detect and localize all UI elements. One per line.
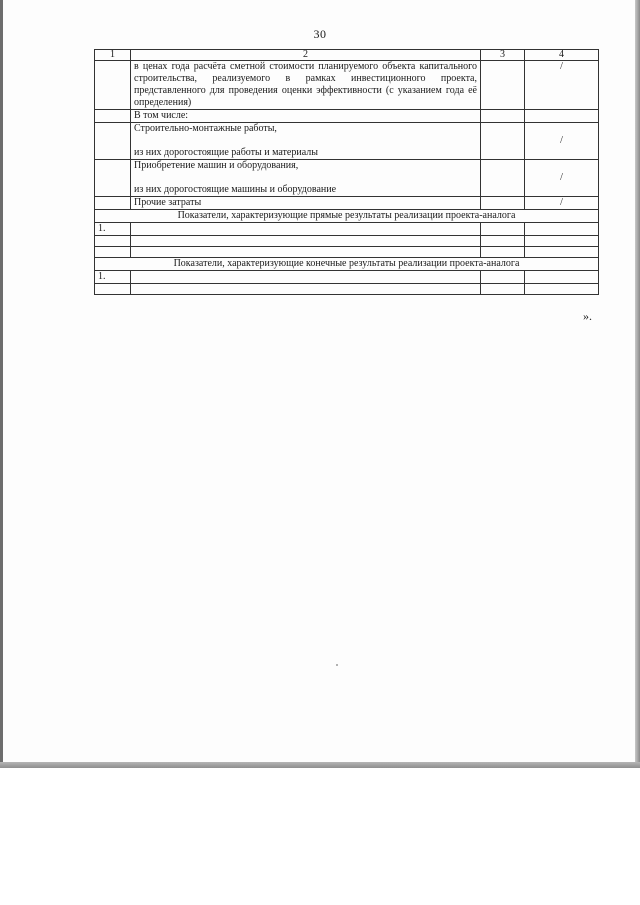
table-row — [95, 61, 599, 110]
table-row — [95, 223, 599, 236]
direct-results-heading: Показатели, характеризующие прямые результаты реализации проекта-аналога — [95, 210, 599, 223]
value-cell — [481, 110, 525, 123]
empty-cell — [525, 284, 599, 295]
empty-cell — [525, 223, 599, 236]
row-number-cell — [95, 123, 131, 160]
construction-works-cell — [131, 123, 481, 160]
empty-cell — [481, 271, 525, 284]
row-number-cell — [95, 110, 131, 123]
value-cell — [481, 61, 525, 110]
table-header-row — [95, 50, 599, 61]
slash-cell — [525, 123, 599, 160]
section-header-row — [95, 258, 599, 271]
table-row — [95, 284, 599, 295]
row-number-cell — [95, 61, 131, 110]
construction-works-label: Строительно-монтажные работы, — [134, 123, 277, 134]
section-header-row — [95, 210, 599, 223]
value-cell — [525, 110, 599, 123]
table-row — [95, 271, 599, 284]
empty-cell — [95, 247, 131, 258]
including-label: В том числе: — [131, 110, 481, 123]
header-col-3: 3 — [481, 50, 525, 61]
scan-speck — [336, 664, 338, 666]
empty-cell — [525, 247, 599, 258]
estimate-cost-description: в ценах года расчёта сметной стоимости планируемого объекта капитального строительства, реализуемого в рамках инвестиционного проекта, представленного для проведения оценки эффективности (с указанием года её определения) — [131, 61, 481, 110]
equipment-label: Приобретение машин и оборудования, — [134, 160, 299, 171]
empty-cell — [481, 223, 525, 236]
page-number: 30 — [313, 27, 327, 41]
costly-equipment-label: из них дорогостоящие машины и оборудование — [134, 184, 337, 195]
row-number-cell: 1. — [95, 223, 131, 236]
table-row — [95, 197, 599, 210]
row-number-cell — [95, 197, 131, 210]
page-bottom-edge — [0, 762, 640, 768]
table-row — [95, 247, 599, 258]
empty-cell — [481, 284, 525, 295]
row-number-cell — [95, 160, 131, 197]
empty-cell — [131, 271, 481, 284]
empty-cell — [525, 236, 599, 247]
final-results-heading: Показатели, характеризующие конечные результаты реализации проекта-аналога — [95, 258, 599, 271]
empty-cell — [131, 284, 481, 295]
empty-cell — [131, 223, 481, 236]
empty-cell — [481, 236, 525, 247]
header-col-2: 2 — [131, 50, 481, 61]
page-left-edge — [0, 0, 3, 768]
table-row — [95, 236, 599, 247]
slash-mark: / — [525, 197, 599, 210]
closing-quote-mark: ». — [583, 309, 592, 323]
empty-cell — [525, 271, 599, 284]
cost-indicators-table — [94, 49, 599, 295]
slash-mark: / — [560, 135, 563, 146]
other-costs-label: Прочие затраты — [131, 197, 481, 210]
empty-cell — [95, 236, 131, 247]
table-row — [95, 123, 599, 160]
value-cell — [481, 197, 525, 210]
header-col-4: 4 — [525, 50, 599, 61]
slash-mark: / — [525, 61, 599, 110]
costly-works-label: из них дорогостоящие работы и материалы — [134, 147, 318, 158]
table-row — [95, 110, 599, 123]
slash-cell — [525, 160, 599, 197]
equipment-cell — [131, 160, 481, 197]
slash-mark: / — [560, 172, 563, 183]
row-number-cell: 1. — [95, 271, 131, 284]
value-cell — [481, 123, 525, 160]
empty-cell — [131, 247, 481, 258]
value-cell — [481, 160, 525, 197]
empty-cell — [481, 247, 525, 258]
page-right-edge — [635, 0, 640, 768]
empty-cell — [95, 284, 131, 295]
table-row — [95, 160, 599, 197]
header-col-1: 1 — [95, 50, 131, 61]
empty-cell — [131, 236, 481, 247]
